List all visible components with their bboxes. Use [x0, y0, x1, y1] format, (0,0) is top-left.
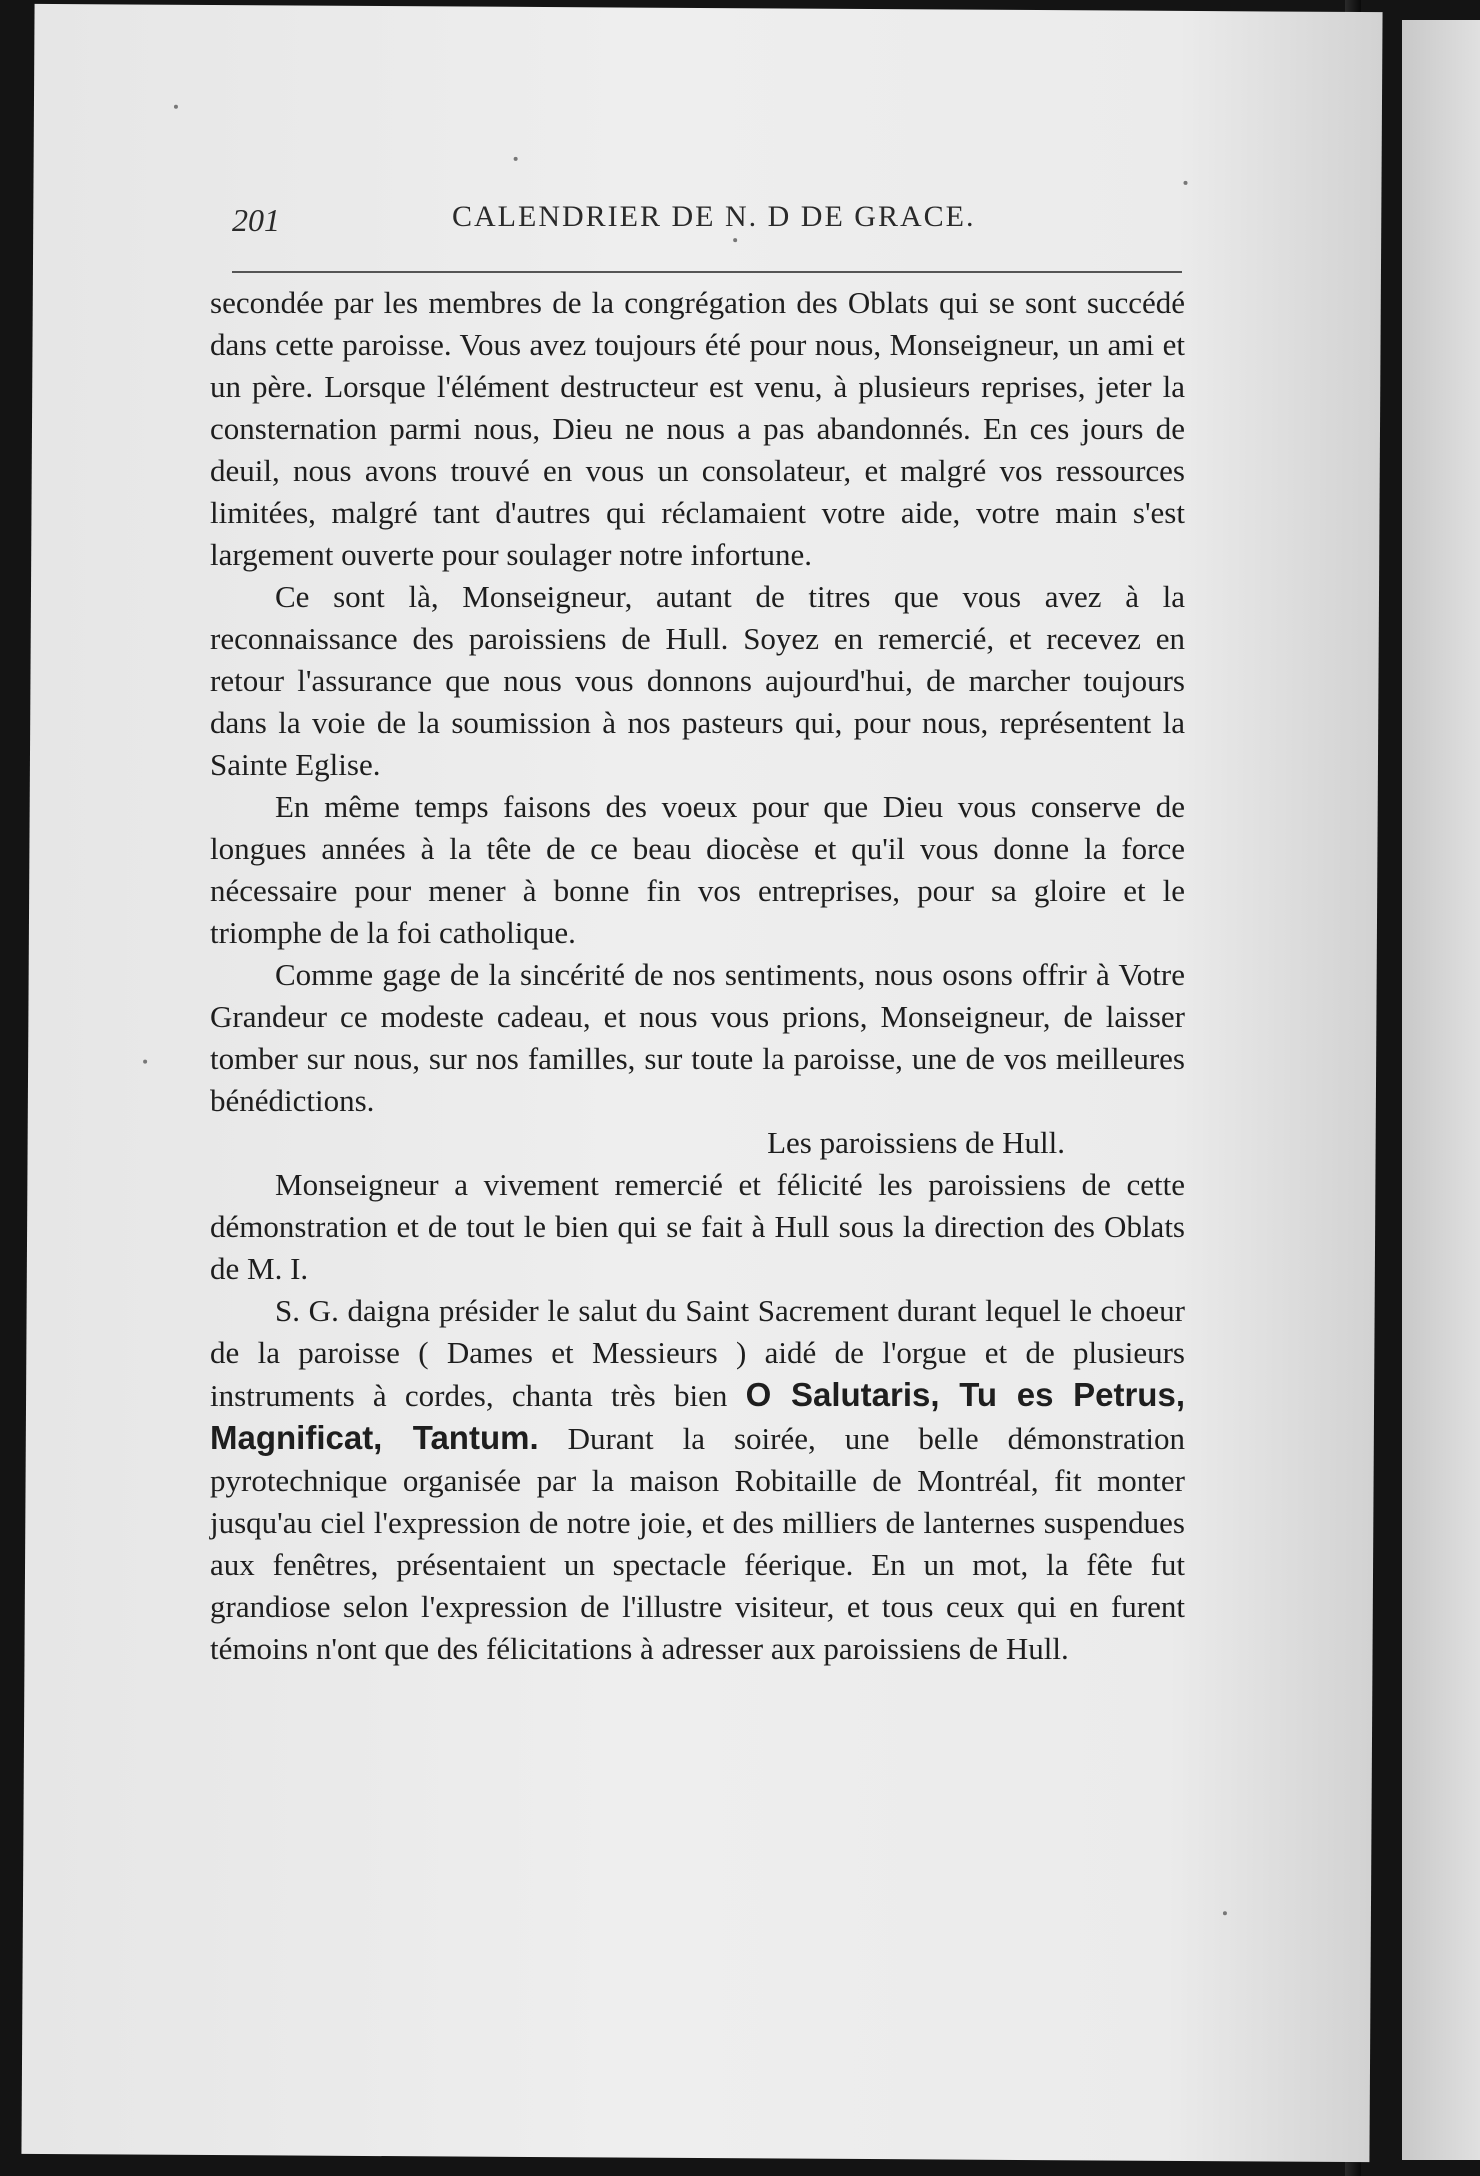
paper-specks — [35, 4, 1383, 12]
paragraph-text: S. G. daigna présider le salut du Saint Sacrement durant lequel le choeur de la paroisse ( Dames et Messieurs ) aidé de l'orgue et de plusieurs instruments à cordes, chanta très bien — [210, 1293, 1185, 1413]
paragraph: Comme gage de la sincérité de nos sentiments, nous osons offrir à Votre Grandeur ce modeste cadeau, et nous vous prions, Monseigneur, de laisser tomber sur nous, sur nos familles, sur toute la paroisse, une de vos meilleures bénédictions. — [210, 957, 1185, 1118]
paragraph: Ce sont là, Monseigneur, autant de titres que vous avez à la reconnaissance des paroissiens de Hull. Soyez en remercié, et recevez en retour l'assurance que nous vous donnons aujourd'hui, de marcher toujours dans la voie de la soumission à nos pasteurs qui, pour nous, représentent la Sainte Eglise. — [210, 579, 1185, 782]
paragraph-text: Durant la soirée, une belle démonstration pyrotechnique organisée par la maison Robitaille de Montréal, fit monter jusqu'au ciel l'expression de notre joie, et des milliers de lanternes suspendues aux fenêtres, présentaient un spectacle féerique. En un mot, la fête fut grandiose selon l'expression de l'illustre visiteur, et tous ceux qui en furent témoins n'ont que des félicitations à adresser aux paroissiens de Hull. — [210, 1421, 1185, 1666]
page-number: 201 — [232, 202, 280, 238]
paragraph-continued: secondée par les membres de la congrégation des Oblats qui se sont succédé dans cette paroisse. Vous avez toujours été pour nous, Monseigneur, un ami et un père. Lorsque l'élément destructeur est venu, à plusieurs reprises, jeter la consternation parmi nous, Dieu ne nous a pas abandonnés. En ces jours de deuil, nous avons trouvé en vous un consolateur, et malgré vos ressources limitées, malgré tant d'autres qui réclamaient votre aide, votre main s'est largement ouverte pour soulager notre infortune. — [210, 285, 1185, 572]
page-body — [210, 282, 1185, 1670]
hymn-titles: O Salutaris, Tu es Petrus, Magnificat, Tantum. — [210, 1376, 1185, 1456]
running-title: CALENDRIER DE N. D DE GRACE. — [452, 200, 976, 233]
paragraph — [210, 1290, 1185, 1670]
paragraph: Monseigneur a vivement remercié et félicité les paroissiens de cette démonstration et de tout le bien qui se fait à Hull sous la direction des Oblats de M. I. — [210, 1167, 1185, 1286]
signature: Les paroissiens de Hull. — [767, 1125, 1065, 1160]
adjacent-page-edge — [1402, 20, 1480, 2160]
paragraph: En même temps faisons des voeux pour que Dieu vous conserve de longues années à la tête de ce beau diocèse et qu'il vous donne la force nécessaire pour mener à bonne fin vos entreprises, pour sa gloire et le triomphe de la foi catholique. — [210, 789, 1185, 950]
header-rule — [232, 271, 1182, 273]
page-header — [232, 200, 1182, 260]
